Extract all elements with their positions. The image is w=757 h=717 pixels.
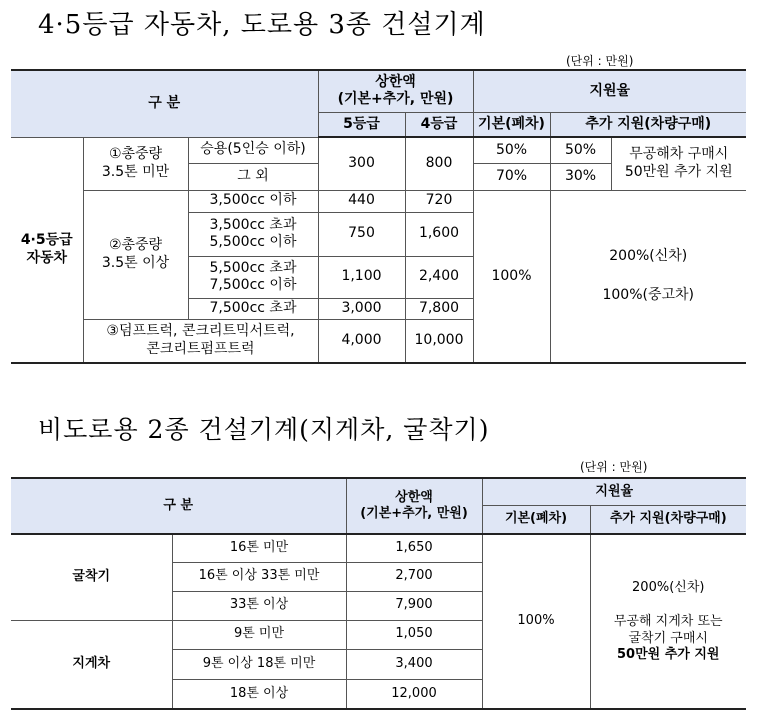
sub1-row-additional: 50% (550, 137, 611, 163)
header2-limit-line1: 상한액 (395, 489, 433, 505)
group-label (11, 137, 83, 363)
section1-unit: (단위 : 만원) (566, 54, 634, 68)
sub1-row-basic: 50% (473, 137, 550, 163)
machine-additional-line2: 굴착기 구매시 (628, 630, 708, 646)
excavator-label: 굴착기 (11, 534, 172, 620)
sub1-limit-grade5: 300 (318, 137, 405, 190)
forklift-row-label: 9톤 이상 18톤 미만 (172, 649, 346, 679)
sub2-label (83, 190, 188, 319)
machine-additional-line1: 무공해 지게차 또는 (613, 614, 723, 630)
sub2-label-line1: ②총중량 (108, 237, 163, 253)
excavator-row-label: 16톤 이상 33톤 미만 (172, 562, 346, 591)
machine-additional (590, 534, 746, 709)
section2-title: 비도로용 2종 건설기계(지게차, 굴착기) (38, 415, 490, 444)
header2-limit (346, 478, 482, 534)
sub2-row-label-line1: 5,500cc 초과 (209, 259, 297, 276)
header-basic: 기본(폐차) (473, 112, 550, 137)
sub2-row-grade5: 750 (318, 212, 405, 256)
sub1-row-additional: 30% (550, 163, 611, 190)
sub3-label-line1: ③덤프트럭, 콘크리트믹서트럭, (106, 323, 295, 340)
lower-basic: 100% (473, 190, 550, 363)
forklift-label: 지게차 (11, 620, 172, 709)
header-grade5: 5등급 (318, 112, 405, 137)
sub1-label (83, 137, 188, 190)
sub2-row-label-line1: 3,500cc 초과 (209, 216, 297, 233)
sub1-note-line2: 50만원 추가 지원 (624, 163, 733, 180)
sub3-grade5: 4,000 (318, 319, 405, 363)
forklift-row-label: 18톤 이상 (172, 679, 346, 709)
sub1-label-line1: ①총중량 (108, 146, 163, 162)
forklift-row-limit: 12,000 (346, 679, 482, 709)
lower-additional-new: 200%(신차) (609, 247, 688, 264)
forklift-row-label: 9톤 미만 (172, 620, 346, 649)
machine-additional-new: 200%(신차) (632, 580, 705, 595)
forklift-row-limit: 3,400 (346, 649, 482, 679)
header-limit-line1: 상한액 (375, 73, 416, 90)
group-label-line1: 4·5등급 (20, 232, 73, 249)
excavator-row-label: 33톤 이상 (172, 591, 346, 620)
sub2-label-line2: 3.5톤 이상 (101, 254, 170, 271)
sub2-row-label (188, 212, 318, 256)
lower-additional-used: 100%(중고차) (602, 287, 695, 304)
sub2-row-grade5: 3,000 (318, 298, 405, 319)
sub1-note-line1: 무공해차 구매시 (629, 146, 729, 163)
sub2-row-grade5: 440 (318, 190, 405, 212)
sub1-limit-grade4: 800 (405, 137, 473, 190)
sub2-row-grade4: 1,600 (405, 212, 473, 256)
machine-basic: 100% (482, 534, 590, 709)
sub3-label (83, 319, 318, 363)
header-grade4: 4등급 (405, 112, 473, 137)
sub2-row-label (188, 256, 318, 298)
header2-support-rate: 지원율 (482, 478, 746, 505)
header2-category: 구 분 (11, 478, 346, 534)
header-additional: 추가 지원(차량구매) (550, 112, 746, 137)
sub2-row-label-line2: 5,500cc 이하 (209, 234, 297, 250)
sub2-row-grade4: 720 (405, 190, 473, 212)
sub3-grade4: 10,000 (405, 319, 473, 363)
machine-additional-line3: 50만원 추가 지원 (617, 646, 720, 662)
construction-machine-table (11, 477, 746, 710)
sub1-note (611, 137, 746, 190)
sub3-label-line2: 콘크리트펌프트럭 (146, 340, 255, 357)
header-limit-line2: (기본+추가, 만원) (337, 91, 454, 108)
header2-basic: 기본(폐차) (482, 505, 590, 534)
group-label-line2: 자동차 (26, 249, 68, 266)
grade-vehicle-table (11, 69, 746, 364)
sub2-row-grade5: 1,100 (318, 256, 405, 298)
header2-additional: 추가 지원(차량구매) (590, 505, 746, 534)
forklift-row-limit: 1,050 (346, 620, 482, 649)
sub2-row-label: 7,500cc 초과 (188, 298, 318, 319)
section2-unit: (단위 : 만원) (580, 460, 648, 474)
lower-additional (550, 190, 746, 363)
excavator-row-limit: 1,650 (346, 534, 482, 562)
sub2-row-grade4: 7,800 (405, 298, 473, 319)
header-support-rate: 지원율 (473, 70, 746, 112)
header2-limit-line2: (기본+추가, 만원) (360, 506, 468, 521)
sub1-row-label: 그 외 (188, 163, 318, 190)
sub1-row-label: 승용(5인승 이하) (188, 137, 318, 163)
header-category: 구 분 (11, 70, 318, 137)
sub1-row-basic: 70% (473, 163, 550, 190)
sub2-row-label-line2: 7,500cc 이하 (209, 277, 297, 293)
header-limit (318, 70, 473, 112)
sub2-row-label: 3,500cc 이하 (188, 190, 318, 212)
sub2-row-grade4: 2,400 (405, 256, 473, 298)
excavator-row-label: 16톤 미만 (172, 534, 346, 562)
excavator-row-limit: 2,700 (346, 562, 482, 591)
sub1-label-line2: 3.5톤 미만 (101, 163, 170, 180)
section1-title: 4·5등급 자동차, 도로용 3종 건설기계 (38, 10, 486, 40)
excavator-row-limit: 7,900 (346, 591, 482, 620)
